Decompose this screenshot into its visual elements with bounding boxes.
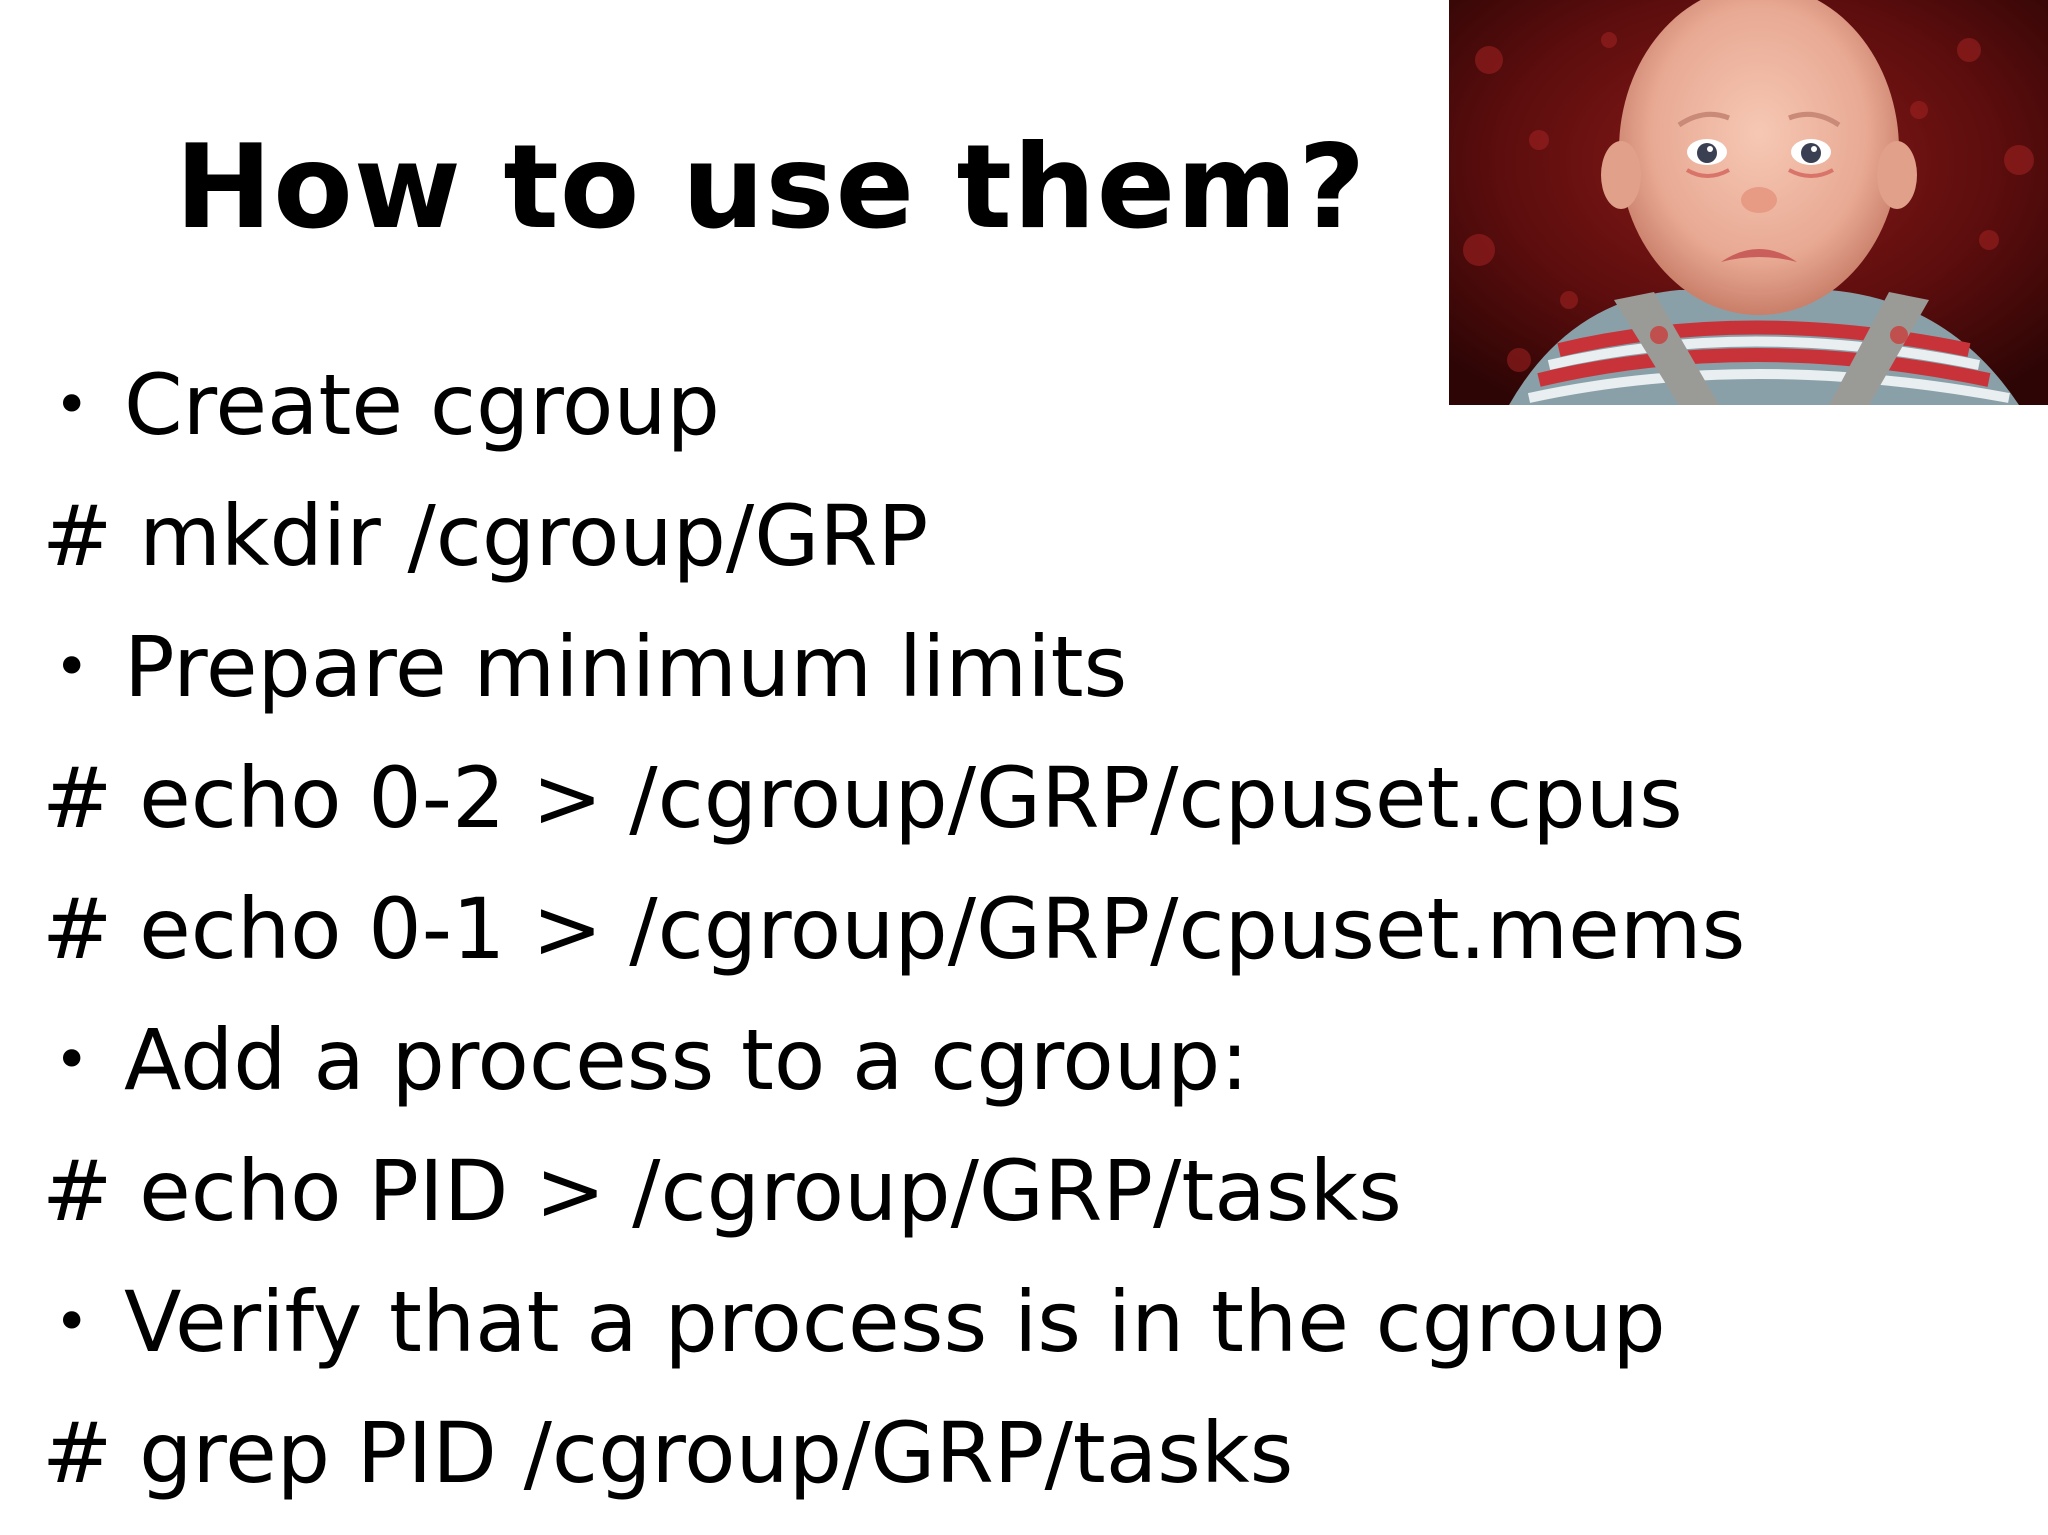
bullet-icon: • bbox=[54, 1287, 90, 1357]
command-text: # echo 0-1 > /cgroup/GRP/cpuset.mems bbox=[42, 880, 1746, 978]
command-text: # grep PID /cgroup/GRP/tasks bbox=[42, 1404, 1294, 1502]
bullet-text: Verify that a process is in the cgroup bbox=[124, 1273, 1666, 1371]
bullet-icon: • bbox=[54, 632, 90, 702]
command-text: # mkdir /cgroup/GRP bbox=[42, 487, 929, 585]
bullet-text: Add a process to a cgroup: bbox=[124, 1011, 1249, 1109]
crying-baby-photo bbox=[1449, 0, 2048, 405]
bullet-text: Prepare minimum limits bbox=[124, 618, 1128, 716]
bullet-text: Create cgroup bbox=[124, 356, 720, 454]
bullet-icon: • bbox=[54, 370, 90, 440]
bullet-icon: • bbox=[54, 1025, 90, 1095]
command-text: # echo PID > /cgroup/GRP/tasks bbox=[42, 1142, 1402, 1240]
slide-title: How to use them? bbox=[175, 120, 1367, 255]
command-text: # echo 0-2 > /cgroup/GRP/cpuset.cpus bbox=[42, 749, 1683, 847]
